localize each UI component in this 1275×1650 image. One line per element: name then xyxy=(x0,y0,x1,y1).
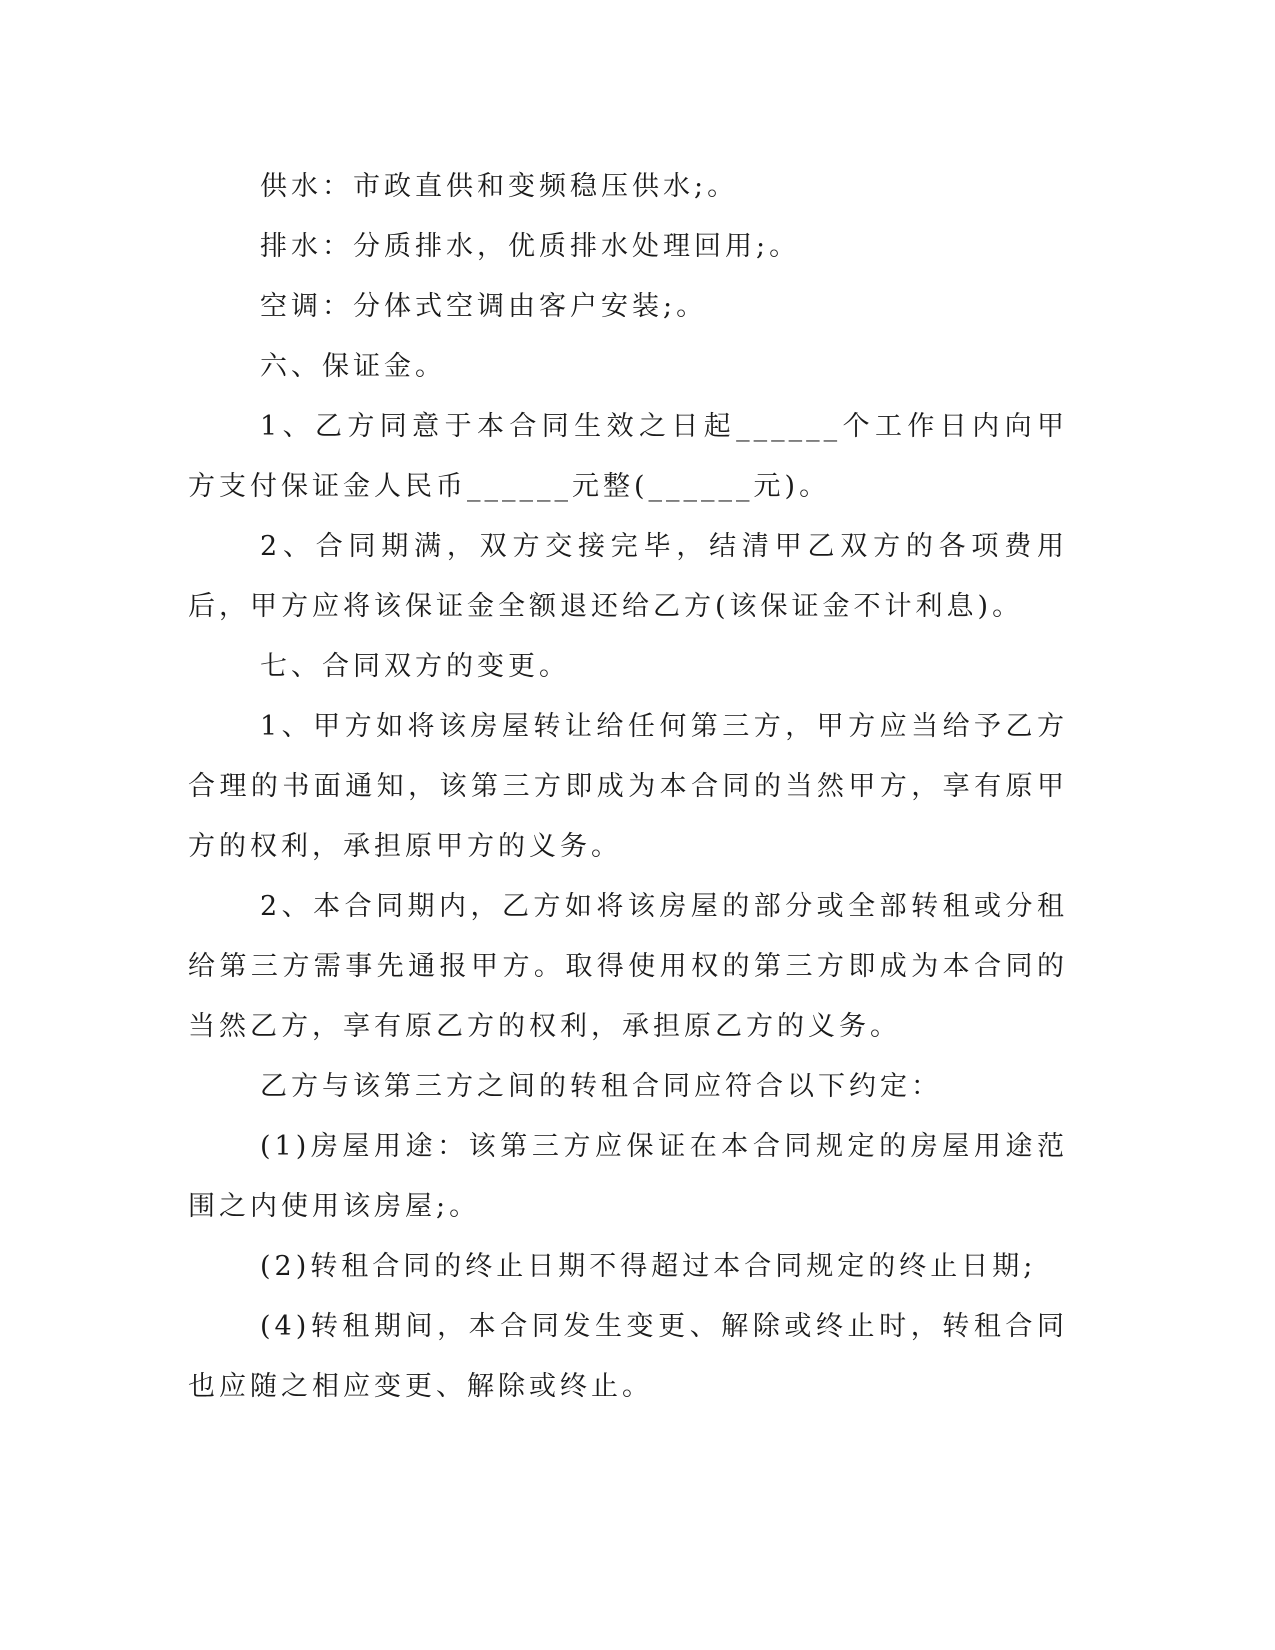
paragraph-drainage: 排水：分质排水，优质排水处理回用;。 xyxy=(260,231,801,262)
paragraph-air-conditioning: 空调：分体式空调由客户安装;。 xyxy=(260,291,708,322)
document-body xyxy=(188,157,1068,1417)
paragraph-deposit-payment: 1、乙方同意于本合同生效之日起______个工作日内向甲方支付保证金人民币______元整(______元)。 xyxy=(188,411,1068,502)
paragraph-water-supply: 供水：市政直供和变频稳压供水;。 xyxy=(260,171,739,202)
paragraph-party-a-transfer: 1、甲方如将该房屋转让给任何第三方，甲方应当给予乙方合理的书面通知，该第三方即成为本合同的当然甲方，享有原甲方的权利，承担原甲方的义务。 xyxy=(188,711,1068,862)
section-heading-changes: 七、合同双方的变更。 xyxy=(260,651,570,682)
paragraph-sublease-term-2: (2)转租合同的终止日期不得超过本合同规定的终止日期; xyxy=(260,1251,1037,1282)
paragraph-sublease-term-1: (1)房屋用途：该第三方应保证在本合同规定的房屋用途范围之内使用该房屋;。 xyxy=(188,1131,1068,1222)
section-heading-deposit: 六、保证金。 xyxy=(260,351,446,382)
paragraph-sublease-term-4: (4)转租期间，本合同发生变更、解除或终止时，转租合同也应随之相应变更、解除或终止。 xyxy=(188,1311,1068,1402)
paragraph-party-b-sublease: 2、本合同期内，乙方如将该房屋的部分或全部转租或分租给第三方需事先通报甲方。取得使用权的第三方即成为本合同的当然乙方，享有原乙方的权利，承担原乙方的义务。 xyxy=(188,891,1068,1042)
paragraph-deposit-refund: 2、合同期满，双方交接完毕，结清甲乙双方的各项费用后，甲方应将该保证金全额退还给乙方(该保证金不计利息)。 xyxy=(188,531,1068,622)
paragraph-sublease-terms-intro: 乙方与该第三方之间的转租合同应符合以下约定： xyxy=(260,1071,942,1102)
